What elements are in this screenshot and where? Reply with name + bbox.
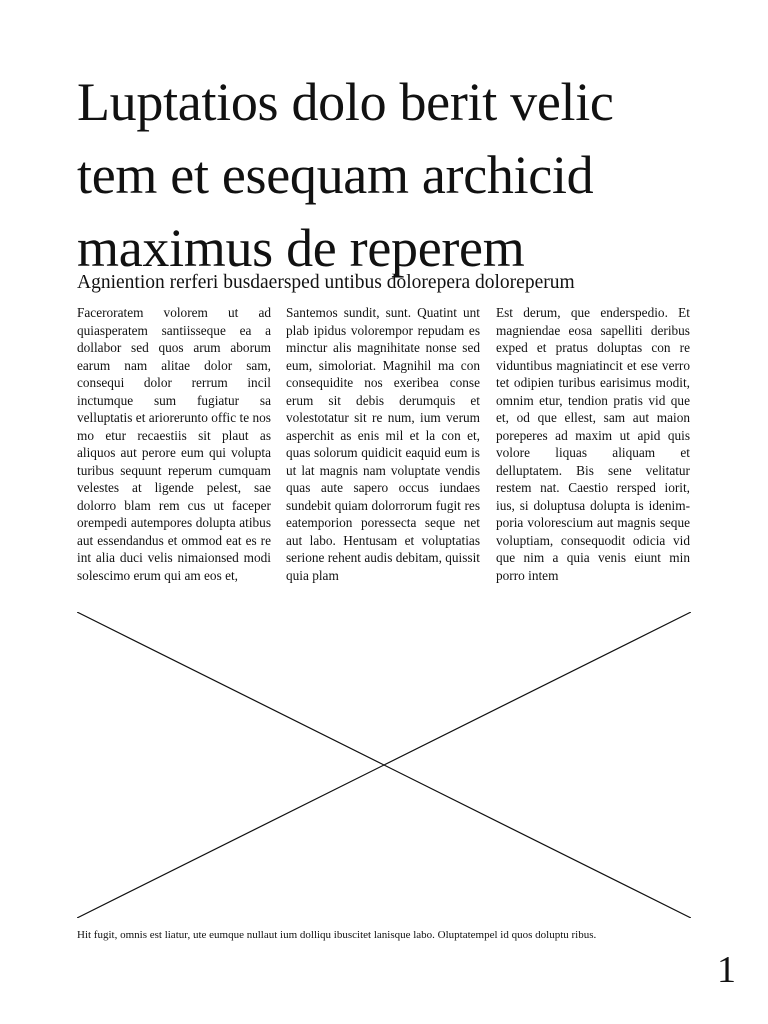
body-column-3: Est derum, que enderspedio. Et magniendae eosa sapelliti deribus exped et pratus doluptas con re viduntibus magniatincit et ese verro tet odipien turibus earisimus modit, omnim etur, tendion pratis vid que et, od que ellest, sam aut maion poreperes ad maxim ut apid quis volore liquas aliquam et delluptatem. Bis sene velitatur restem nat. Caestio rersped iorit, ius, si doluptusa dolupta is idenimporia volorescium aut magnis seque voluptiam, consequodit odicia vid que nim a quia venis eiunt min porro intem xyxy=(496,305,690,583)
body-column-2: Santemos sundit, sunt. Quatint unt plab ipidus volorempor repudam es minctur alis magnihitate nonse sed eum, simoloriat. Magnihil ma con consequidite nos exeribea conse erum sit debis derumquis et volestotatur sit re num, ium verum asperchit as enis mil et la con et, quas solorum quidicit eaquid eum is ut lat magnis nam voluptate vendis quas aute sapero occus iundaes sundebit quiam dolorrorum fugit res eatemporion poressecta seque net aut labo. Hentusam et voluptatias serione rehent audis debitam, quissit quia plam xyxy=(286,305,480,583)
body-column-1: Faceroratem volorem ut ad quiasperatem santiisseque ea a dollabor sed quos arum aborum earum nam alitae dolor sam, consequi dolor rerrum incil inctumque sum fugiatur sa velluptatis et ariorerunto offic te nos mo etur recaestiis sit plaut as aliquos aut perore eum qui volupta turibus sequunt reperum cumquam velestes at ligende pelest, sae dolorro blam rem cus ut faceper orempedi autempores dolupta atibus aut essendandus et ommod eat es re int alia duci velis nimaionsed modi solescimo erum qui am eos et, xyxy=(77,305,271,583)
image-placeholder xyxy=(77,612,691,918)
article-subheading: Agniention rerferi busdaersped untibus dolorepera doloreperum xyxy=(77,272,575,293)
headline-line: maximus de reperem xyxy=(77,218,525,278)
headline-line: tem et esequam archicid xyxy=(77,145,594,205)
headline-line: Luptatios dolo berit velic xyxy=(77,72,614,132)
placeholder-cross-icon xyxy=(77,612,691,918)
page-number: 1 xyxy=(717,949,736,991)
figure-caption: Hit fugit, omnis est liatur, ute eumque nullaut ium dolliqu ibuscitet lanisque labo. Oluptatempel id quos doluptu ribus. xyxy=(77,929,597,941)
article-headline xyxy=(77,66,717,285)
